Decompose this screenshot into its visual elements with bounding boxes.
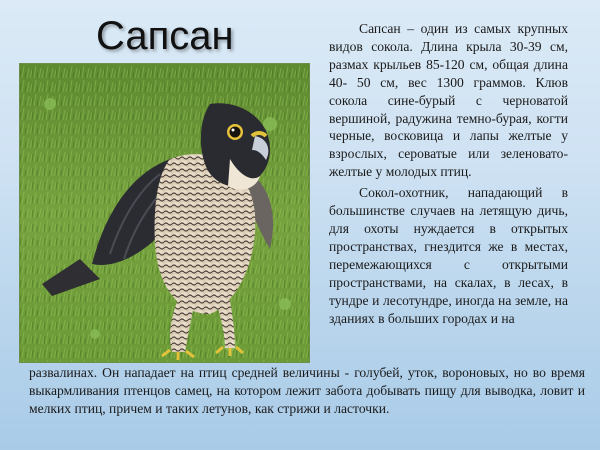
description-column bbox=[329, 20, 568, 327]
paragraph-hunting-top: Сокол-охотник, нападающий в большинстве случаев на летящую дичь, для охоты нуждается в открытых пространствах, гнездится же в местах, перемежающихся с открытыми пространствами, на скалах, в лесах, в тундре и лесотундре, иногда на земле, на зданиях в больших городах и на bbox=[329, 185, 568, 326]
peregrine-falcon-photo bbox=[19, 63, 310, 363]
paragraph-description: Сапсан – один из самых крупных видов сокола. Длина крыла 30-39 см, размах крыльев 85-120 см, общая длина 40- 50 см, вес 1300 граммов. Клюв сокола сине-бурый с черноватой вершиной, радужина темно-бурая, когти черные, восковица и лапы желтые у взрослых, сероватые или зеленовато-желтые у молодых птиц. bbox=[329, 21, 568, 180]
falcon-illustration bbox=[20, 64, 309, 362]
slide-title: Сапсан bbox=[96, 14, 234, 58]
paragraph-hunting-bottom: развалинах. Он нападает на птиц средней величины - голубей, уток, вороновых, но во время выкармливания птенцов самец, на котором лежит забота добывать пищу для выводка, ловит и мелких птиц, причем и таких летунов, как стрижи и ласточки. bbox=[29, 365, 585, 416]
